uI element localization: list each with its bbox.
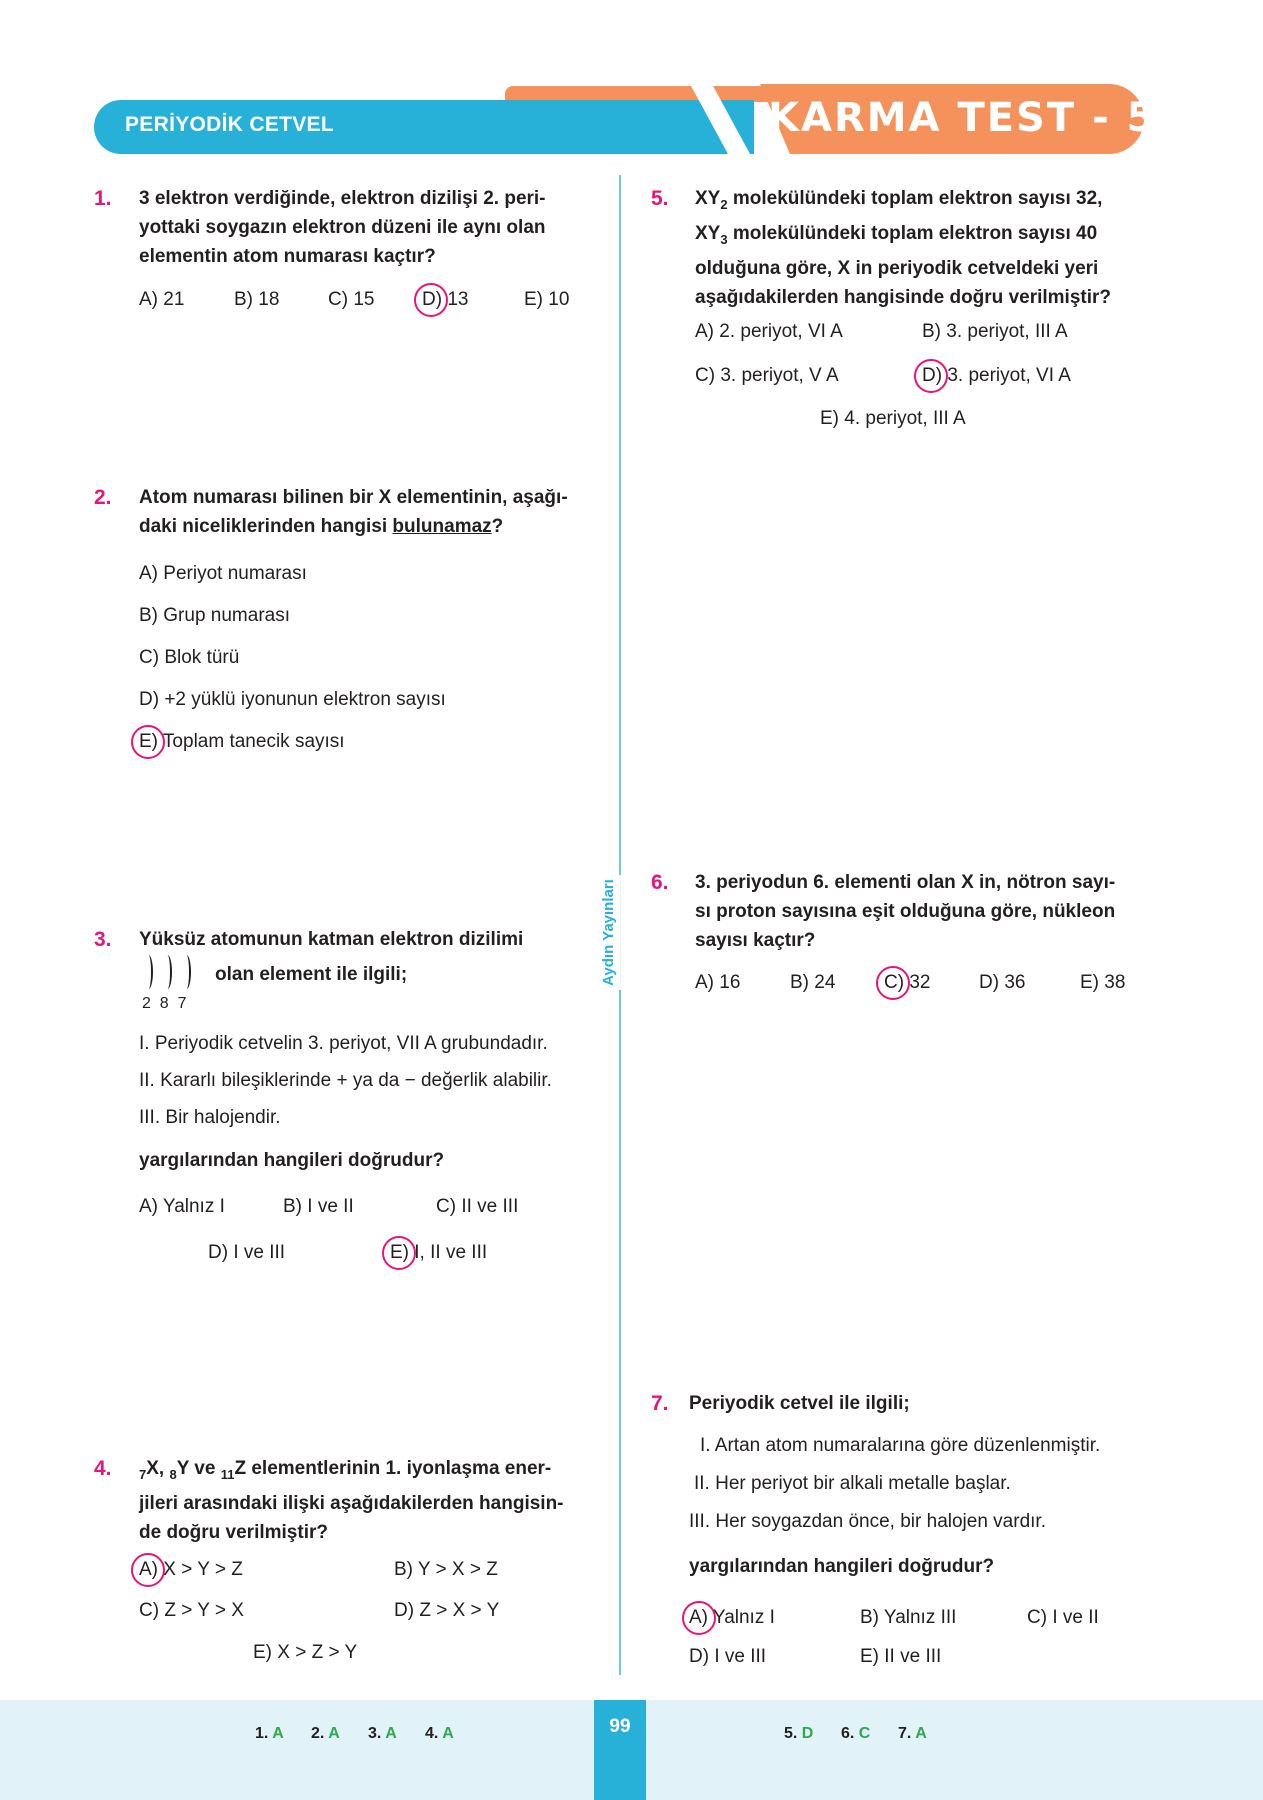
q1-number: 1. xyxy=(94,187,112,210)
q2-line-part: daki niceliklerinden hangisi xyxy=(139,516,393,537)
q4-line: jileri arasındaki ilişki aşağıdakilerden hangisin- xyxy=(139,1492,564,1514)
q7-option-a[interactable]: A) Yalnız I xyxy=(689,1607,775,1628)
page-number: 99 xyxy=(609,1716,631,1737)
shell-arc xyxy=(182,955,191,989)
q7-option-b[interactable]: B) Yalnız III xyxy=(860,1607,957,1628)
q1-answer-circle xyxy=(414,283,448,317)
answer-num: 6. xyxy=(841,1725,855,1742)
answer-key-5 xyxy=(784,1725,813,1743)
answer-key-3 xyxy=(368,1725,397,1743)
answer-letter: A xyxy=(442,1725,454,1742)
q4-sub: 8 xyxy=(169,1466,177,1482)
q3-number: 3. xyxy=(94,928,112,951)
q6-number: 6. xyxy=(651,871,669,894)
q4-option-d[interactable]: D) Z > X > Y xyxy=(394,1600,500,1621)
q2-option-b[interactable]: B) Grup numarası xyxy=(139,605,290,626)
q2-option-d[interactable]: D) +2 yüklü iyonunun elektron sayısı xyxy=(139,689,446,710)
q2-line: Atom numarası bilinen bir X elementinin, aşağı- xyxy=(139,487,568,508)
q2-underlined-word: bulunamaz xyxy=(392,516,492,537)
q3-statement-1: I. Periyodik cetvelin 3. periyot, VII A grubundadır. xyxy=(139,1033,548,1054)
answer-key-7 xyxy=(898,1725,927,1743)
shell-count: 7 xyxy=(177,995,187,1012)
q1-option-b[interactable]: B) 18 xyxy=(234,289,280,310)
q6-option-d[interactable]: D) 36 xyxy=(979,972,1026,993)
q4-text xyxy=(139,1454,587,1547)
q5-option-a[interactable]: A) 2. periyot, VI A xyxy=(695,321,843,342)
q4-sub: 11 xyxy=(220,1466,235,1482)
q4-option-b[interactable]: B) Y > X > Z xyxy=(394,1559,498,1580)
q7-prompt: yargılarından hangileri doğrudur? xyxy=(689,1556,995,1577)
shell-count: 8 xyxy=(159,995,169,1012)
answer-key-6 xyxy=(841,1725,870,1743)
q6-answer-circle xyxy=(876,966,910,1000)
q3-option-d[interactable]: D) I ve III xyxy=(208,1242,286,1263)
q6-option-b[interactable]: B) 24 xyxy=(790,972,836,993)
q6-option-e[interactable]: E) 38 xyxy=(1080,972,1126,993)
q2-option-e[interactable]: E) Toplam tanecik sayısı xyxy=(139,731,345,752)
publisher-side-label xyxy=(596,860,646,1000)
answer-letter: D xyxy=(801,1725,814,1742)
answer-letter: C xyxy=(858,1725,871,1742)
q2-line-part: ? xyxy=(491,516,504,537)
q6-line: sayısı kaçtır? xyxy=(695,930,816,951)
q3-answer-circle xyxy=(382,1236,416,1270)
answer-num: 7. xyxy=(898,1725,912,1742)
q5-formula: XY xyxy=(695,222,721,244)
q2-line xyxy=(139,512,599,541)
page-number-box xyxy=(594,1700,646,1800)
q3-option-a[interactable]: A) Yalnız I xyxy=(139,1196,225,1217)
q4-part: X, xyxy=(146,1458,170,1479)
answer-num: 1. xyxy=(255,1725,269,1742)
q4-option-a[interactable]: A) X > Y > Z xyxy=(139,1559,243,1580)
q3-option-b[interactable]: B) I ve II xyxy=(283,1196,354,1217)
q5-answer-circle xyxy=(914,359,948,393)
q4-line xyxy=(139,1454,587,1489)
q7-number: 7. xyxy=(651,1392,669,1415)
q2-text xyxy=(139,483,599,541)
q6-option-c[interactable]: C) 32 xyxy=(884,972,931,993)
q1-option-d[interactable]: D) 13 xyxy=(422,289,469,310)
answer-key-2 xyxy=(311,1725,340,1743)
q4-answer-circle xyxy=(131,1553,165,1587)
q3-line1: Yüksüz atomunun katman elektron dizilimi xyxy=(139,929,524,950)
q7-option-c[interactable]: C) I ve II xyxy=(1027,1607,1099,1628)
q6-option-a[interactable]: A) 16 xyxy=(695,972,741,993)
q7-statement-2: II. Her periyot bir alkali metalle başlar. xyxy=(694,1473,1011,1494)
shell-arc xyxy=(144,955,153,989)
q4-line: de doğru verilmiştir? xyxy=(139,1521,328,1543)
q1-option-e[interactable]: E) 10 xyxy=(524,289,570,310)
q3-statement-3: III. Bir halojendir. xyxy=(139,1107,281,1128)
q3-shell-counts xyxy=(142,995,187,1013)
q5-option-d[interactable]: D) 3. periyot, VI A xyxy=(922,365,1071,386)
q2-option-c[interactable]: C) Blok türü xyxy=(139,647,240,668)
q1-line: yottaki soygazın elektron düzeni ile aynı olan xyxy=(139,217,546,238)
header-section-title: PERİYODİK CETVEL xyxy=(125,113,334,136)
q4-part: Y ve xyxy=(176,1458,221,1479)
answer-num: 4. xyxy=(425,1725,439,1742)
q1-line: 3 elektron verdiğinde, elektron dizilişi 2. peri- xyxy=(139,188,546,209)
q3-prompt: yargılarından hangileri doğrudur? xyxy=(139,1150,445,1171)
q5-number: 5. xyxy=(651,187,669,210)
q5-part: molekülündeki toplam elektron sayısı 40 xyxy=(727,222,1098,244)
q6-line: 3. periyodun 6. elementi olan X in, nötron sayı- xyxy=(695,872,1116,893)
q5-sub: 2 xyxy=(720,196,728,212)
q7-statement-3: III. Her soygazdan önce, bir halojen vardır. xyxy=(689,1511,1046,1532)
q3-line2: olan element ile ilgili; xyxy=(215,964,408,985)
answer-key-1 xyxy=(255,1725,284,1743)
q5-formula: XY xyxy=(695,188,721,209)
header-test-title: KARMA TEST - 5 xyxy=(768,95,1157,141)
q4-part: Z elementlerinin 1. iyonlaşma ener- xyxy=(234,1458,552,1479)
publisher-name: Aydın Yayınları xyxy=(596,875,621,990)
q3-shell-diagram xyxy=(144,955,201,994)
q6-text xyxy=(695,868,1143,955)
q1-option-a[interactable]: A) 21 xyxy=(139,289,185,310)
q5-line xyxy=(695,219,1143,254)
shell-arc xyxy=(163,955,172,989)
q2-answer-circle xyxy=(131,725,165,759)
q7-option-d[interactable]: D) I ve III xyxy=(689,1646,767,1667)
q5-sub: 3 xyxy=(720,231,728,247)
answer-letter: A xyxy=(385,1725,397,1742)
answer-key-4 xyxy=(425,1725,454,1743)
q5-part: molekülündeki toplam elektron sayısı 32, xyxy=(727,188,1103,209)
answer-num: 3. xyxy=(368,1725,382,1742)
q5-option-e[interactable]: E) 4. periyot, III A xyxy=(820,408,966,429)
q4-sub: 7 xyxy=(139,1466,147,1482)
q4-option-c[interactable]: C) Z > Y > X xyxy=(139,1600,244,1621)
q4-number: 4. xyxy=(94,1457,112,1480)
q5-text xyxy=(695,184,1143,312)
answer-num: 5. xyxy=(784,1725,798,1742)
q5-option-c[interactable]: C) 3. periyot, V A xyxy=(695,365,839,386)
shell-count: 2 xyxy=(142,995,151,1012)
q2-number: 2. xyxy=(94,486,112,509)
q7-statement-1: I. Artan atom numaralarına göre düzenlenmiştir. xyxy=(700,1435,1101,1456)
answer-letter: A xyxy=(915,1725,927,1742)
q5-option-b[interactable]: B) 3. periyot, III A xyxy=(922,321,1068,342)
q7-answer-circle xyxy=(682,1601,716,1635)
q3-statement-2: II. Kararlı bileşiklerinde + ya da − değerlik alabilir. xyxy=(139,1070,552,1091)
answer-letter: A xyxy=(328,1725,340,1742)
q1-option-c[interactable]: C) 15 xyxy=(328,289,375,310)
q1-line: elementin atom numarası kaçtır? xyxy=(139,246,436,267)
q4-option-e[interactable]: E) X > Z > Y xyxy=(253,1642,358,1663)
q5-line xyxy=(695,184,1143,219)
q3-option-c[interactable]: C) II ve III xyxy=(436,1196,519,1217)
answer-letter: A xyxy=(272,1725,284,1742)
q5-line: aşağıdakilerden hangisinde doğru verilmiştir? xyxy=(695,286,1111,308)
q7-line1: Periyodik cetvel ile ilgili; xyxy=(689,1393,910,1414)
q6-line: sı proton sayısına eşit olduğuna göre, nükleon xyxy=(695,901,1116,922)
q2-option-a[interactable]: A) Periyot numarası xyxy=(139,563,307,584)
q1-text xyxy=(139,184,587,271)
q3-option-e[interactable]: E) I, II ve III xyxy=(390,1242,488,1263)
q7-option-e[interactable]: E) II ve III xyxy=(860,1646,942,1667)
q5-line: olduğuna göre, X in periyodik cetveldeki yeri xyxy=(695,257,1099,279)
answer-num: 2. xyxy=(311,1725,325,1742)
